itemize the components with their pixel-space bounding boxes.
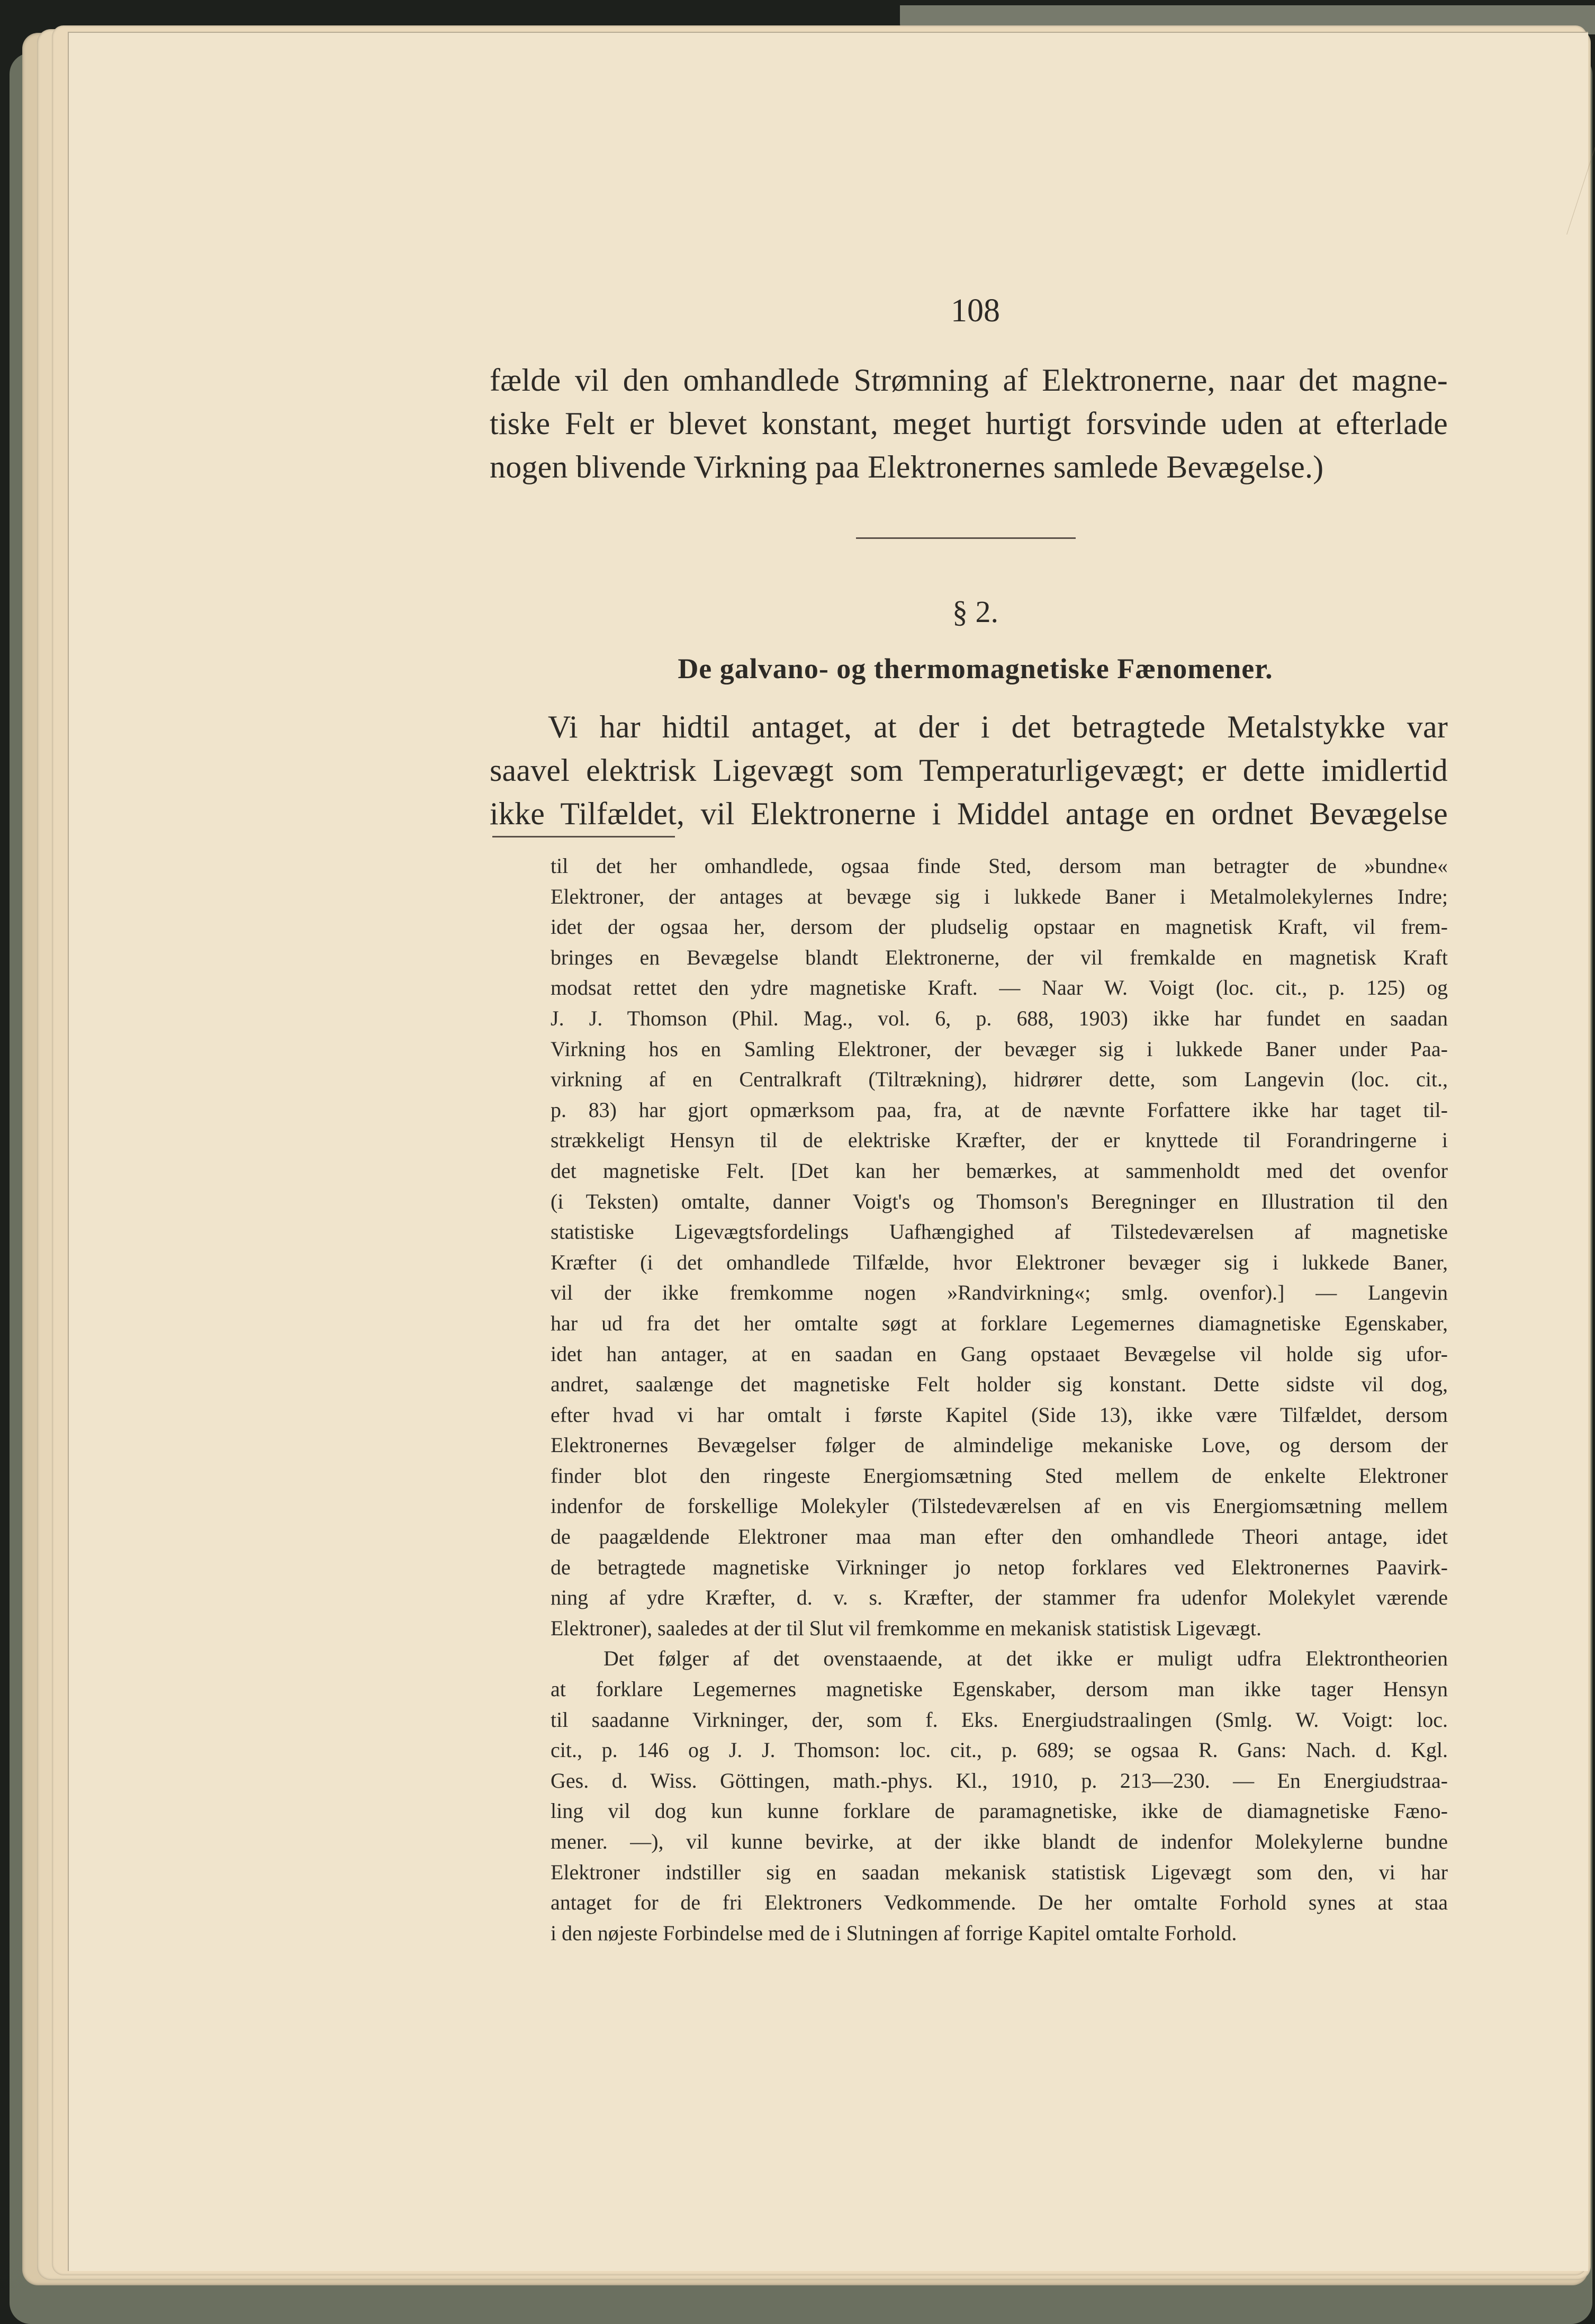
section-title: De galvano- og thermomagnetiske Fænomener.	[678, 653, 1273, 684]
text-line: Vi har hidtil antaget, at der i det betragtede Metalstykke var	[548, 709, 1448, 744]
intro-paragraph	[490, 358, 1448, 489]
footnote-line: de paagældende Elektroner maa man efter den omhandlede Theori antage, idet	[551, 1525, 1448, 1549]
footnote-line: Elektronernes Bevægelser følger de almindelige mekaniske Love, og dersom der	[551, 1433, 1448, 1457]
footnote-line: ning af ydre Kræfter, d. v. s. Kræfter, der stammer fra udenfor Molekylet værende	[551, 1586, 1448, 1610]
footnote-paragraph-1	[551, 851, 1448, 1643]
footnote-line: antaget for de fri Elektroners Vedkommende. De her omtalte Forhold synes at staa	[551, 1890, 1448, 1915]
footnote-line: i den nøjeste Forbindelse med de i Slutningen af forrige Kapitel omtalte Forhold.	[551, 1921, 1237, 1945]
footnote-line: idet der ogsaa her, dersom der pludselig opstaar en magnetisk Kraft, vil frem-	[551, 915, 1448, 939]
footnote-line: bringes en Bevægelse blandt Elektronerne, der vil fremkalde en magnetisk Kraft	[551, 945, 1448, 969]
footnote-line: vil der ikke fremkomme nogen »Randvirkning«; smlg. ovenfor).] — Langevin	[551, 1281, 1448, 1305]
footnote-line: idet han antager, at en saadan en Gang opstaaet Bevægelse vil holde sig ufor-	[551, 1341, 1448, 1366]
footnote-line: indenfor de forskellige Molekyler (Tilstedeværelsen af en vis Energiomsætning mellem	[551, 1494, 1448, 1518]
footnote-divider	[492, 836, 675, 837]
footnote-line: til saadanne Virkninger, der, som f. Eks. Energiudstraalingen (Smlg. W. Voigt: loc.	[551, 1707, 1448, 1732]
main-paragraph	[490, 705, 1448, 835]
footnote-line: at forklare Legemernes magnetiske Egenskaber, dersom man ikke tager Hensyn	[551, 1677, 1448, 1701]
footnote-line: Virkning hos en Samling Elektroner, der bevæger sig i lukkede Baner under Paa-	[551, 1037, 1448, 1061]
footnote-line: de betragtede magnetiske Virkninger jo netop forklares ved Elektronernes Paavirk-	[551, 1555, 1448, 1579]
section-number: § 2.	[952, 594, 998, 629]
text-line: tiske Felt er blevet konstant, meget hurtigt forsvinde uden at efterlade	[490, 406, 1448, 441]
footnote-line: finder blot den ringeste Energiomsætning Sted mellem de enkelte Elektroner	[551, 1463, 1448, 1488]
footnote-line: Det følger af det ovenstaaende, at det ikke er muligt udfra Elektrontheorien	[603, 1646, 1448, 1671]
footnote-line: ling vil dog kun kunne forklare de paramagnetiske, ikke de diamagnetiske Fæno-	[551, 1799, 1448, 1823]
text-line: saavel elektrisk Ligevægt som Temperaturligevægt; er dette imidlertid	[490, 753, 1448, 788]
footnote-line: Kræfter (i det omhandlede Tilfælde, hvor Elektroner bevæger sig i lukkede Baner,	[551, 1250, 1448, 1274]
footnote-line: efter hvad vi har omtalt i første Kapitel (Side 13), ikke være Tilfældet, dersom	[551, 1402, 1448, 1427]
footnote-line: modsat rettet den ydre magnetiske Kraft. — Naar W. Voigt (loc. cit., p. 125) og	[551, 976, 1448, 1000]
footnote-paragraph-2	[551, 1643, 1448, 1948]
book-page	[68, 32, 1588, 2271]
text-line: fælde vil den omhandlede Strømning af Elektronerne, naar det magne-	[490, 363, 1448, 398]
page-number: 108	[951, 293, 1000, 329]
footnote-line: til det her omhandlede, ogsaa finde Sted, dersom man betragter de »bundne«	[551, 854, 1448, 878]
footnote-line: mener. —), vil kunne bevirke, at der ikke blandt de indenfor Molekylerne bundne	[551, 1830, 1448, 1853]
section-divider	[856, 537, 1076, 539]
text-line: nogen blivende Virkning paa Elektronernes samlede Bevægelse.)	[490, 449, 1324, 484]
footnote-line: har ud fra det her omtalte søgt at forklare Legemernes diamagnetiske Egenskaber,	[551, 1311, 1448, 1335]
footnote-line: virkning af en Centralkraft (Tiltrækning), hidrører dette, som Langevin (loc. cit.,	[551, 1067, 1448, 1092]
footnote	[551, 851, 1448, 1948]
footnote-line: Elektroner), saaledes at der til Slut vil fremkomme en mekanisk statistisk Ligevægt.	[551, 1616, 1262, 1640]
footnote-line: cit., p. 146 og J. J. Thomson: loc. cit., p. 689; se ogsaa R. Gans: Nach. d. Kgl.	[551, 1738, 1448, 1762]
footnote-line: p. 83) har gjort opmærksom paa, fra, at de nævnte Forfattere ikke har taget til-	[551, 1097, 1448, 1122]
footnote-line: statistiske Ligevægtsfordelings Uafhængighed af Tilstedeværelsen af magnetiske	[551, 1220, 1448, 1244]
footnote-line: strækkeligt Hensyn til de elektriske Kræfter, der er knyttede til Forandringerne i	[551, 1128, 1448, 1152]
footnote-line: (i Teksten) omtalte, danner Voigt's og Thomson's Beregninger en Illustration til den	[551, 1189, 1448, 1213]
footnote-line: andret, saalænge det magnetiske Felt holder sig konstant. Dette sidste vil dog,	[551, 1372, 1448, 1397]
text-line: ikke Tilfældet, vil Elektronerne i Middel antage en ordnet Bevægelse	[490, 796, 1448, 831]
footnote-line: det magnetiske Felt. [Det kan her bemærkes, at sammenholdt med det ovenfor	[551, 1158, 1448, 1183]
footnote-line: J. J. Thomson (Phil. Mag., vol. 6, p. 688, 1903) ikke har fundet en saadan	[551, 1006, 1448, 1030]
footnote-line: Elektroner indstiller sig en saadan mekanisk statistisk Ligevægt som den, vi har	[551, 1860, 1448, 1884]
footnote-line: Elektroner, der antages at bevæge sig i lukkede Baner i Metalmolekylernes Indre;	[551, 884, 1448, 908]
footnote-line: Ges. d. Wiss. Göttingen, math.-phys. Kl., 1910, p. 213—230. — En Energiudstraa-	[551, 1768, 1448, 1792]
